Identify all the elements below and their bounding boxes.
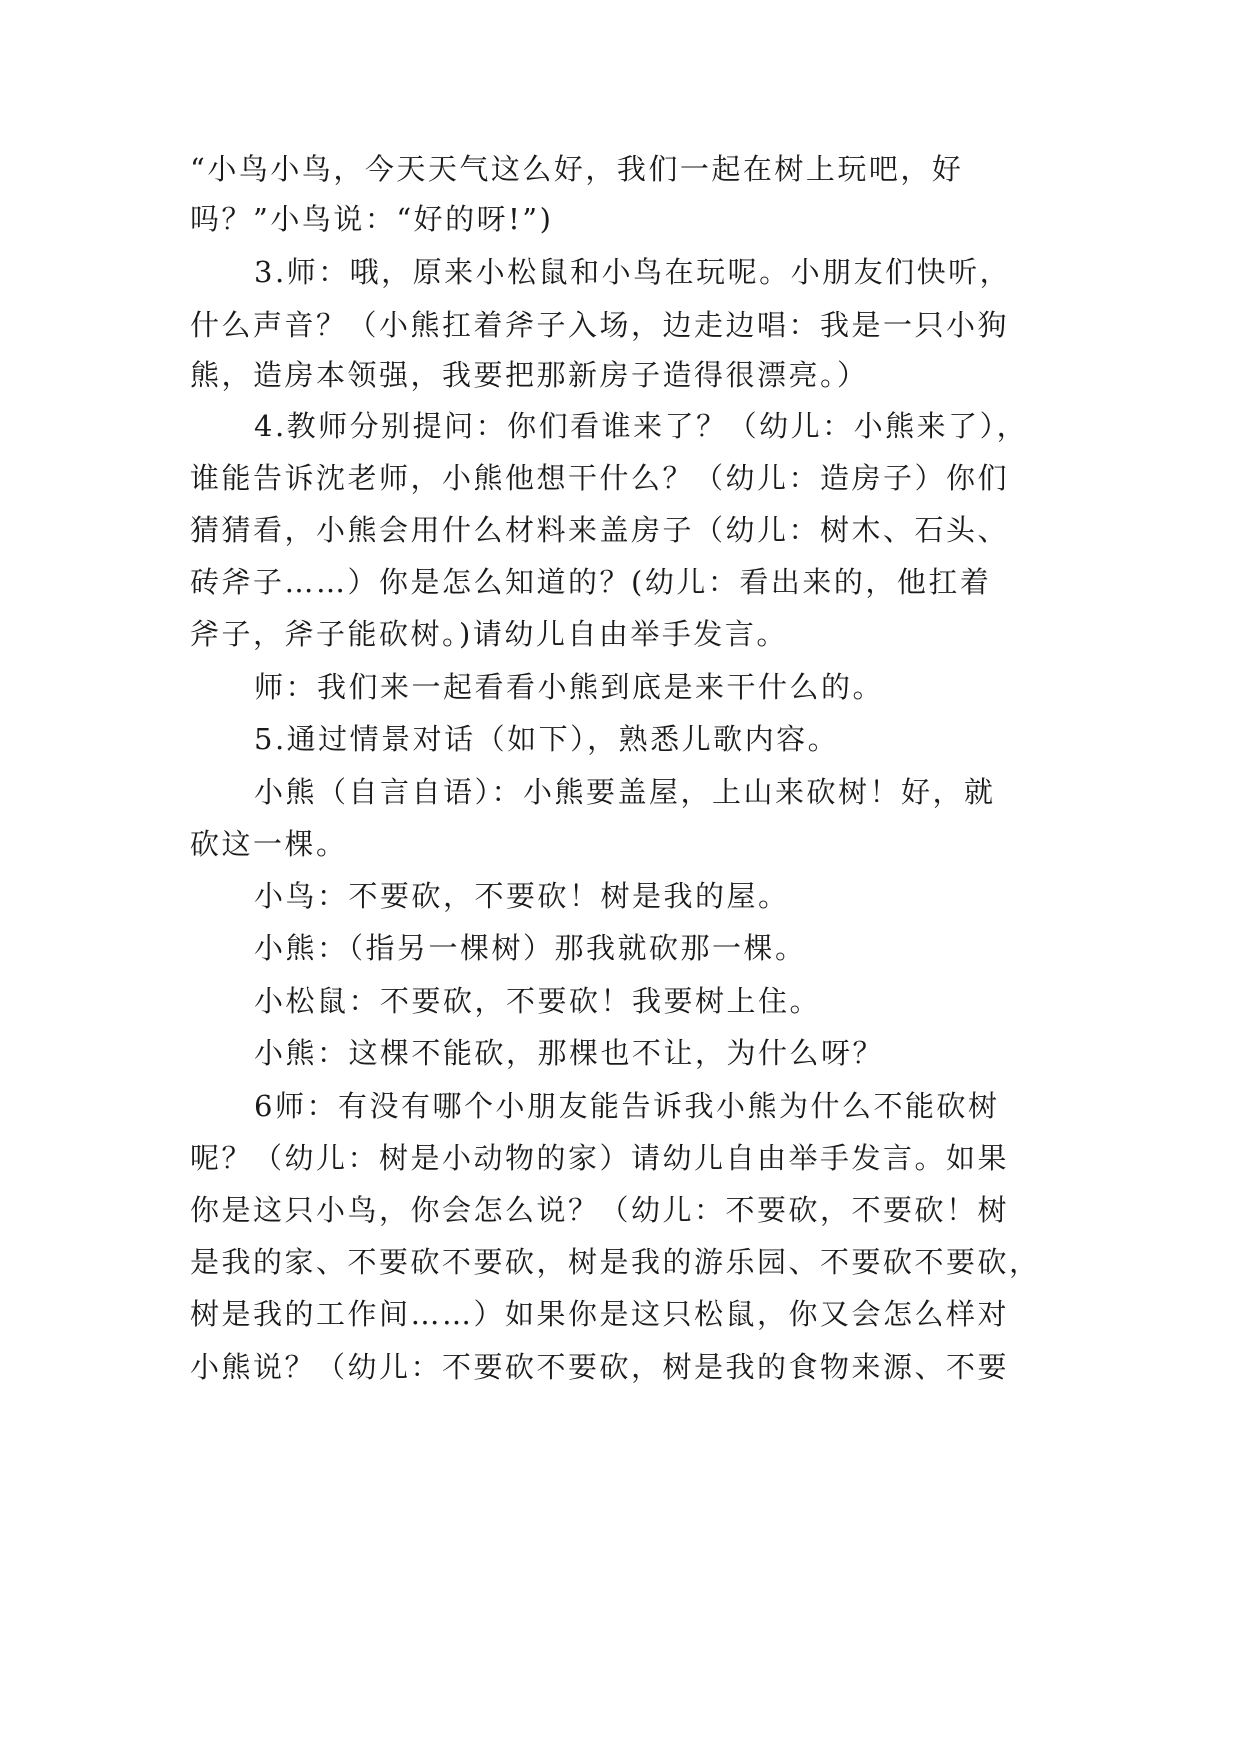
paragraph-start: 小松鼠：不要砍，不要砍！我要树上住。 (254, 984, 822, 1018)
text-line: “小鸟小鸟，今天天气这么好，我们一起在树上玩吧，好 (190, 152, 964, 186)
text-line: 小熊说？（幼儿：不要砍不要砍，树是我的食物来源、不要 (190, 1350, 1010, 1384)
paragraph-start: 师：我们来一起看看小熊到底是来干什么的。 (254, 670, 885, 704)
paragraph-start: 小鸟：不要砍，不要砍！树是我的屋。 (254, 879, 790, 913)
text-line: 呢？（幼儿：树是小动物的家）请幼儿自由举手发言。如果 (190, 1141, 1010, 1175)
paragraph-start: 6师：有没有哪个小朋友能告诉我小熊为什么不能砍树 (254, 1089, 1000, 1123)
paragraph-start: 小熊：（指另一棵树）那我就砍那一棵。 (254, 931, 807, 965)
text-line: 砖斧子……）你是怎么知道的？(幼儿：看出来的，他扛着 (190, 565, 992, 599)
paragraph-start: 5.通过情景对话（如下），熟悉儿歌内容。 (254, 722, 840, 756)
text-line: 你是这只小鸟，你会怎么说？（幼儿：不要砍，不要砍！树 (190, 1193, 1010, 1227)
text-line: 吗？”小鸟说：“好的呀!”) (190, 202, 554, 236)
text-line: 是我的家、不要砍不要砍，树是我的游乐园、不要砍不要砍， (190, 1245, 1041, 1279)
text-line: 熊，造房本领强，我要把那新房子造得很漂亮。） (190, 358, 869, 392)
text-line: 斧子，斧子能砍树。)请幼儿自由举手发言。 (190, 617, 788, 651)
paragraph-start: 4.教师分别提问：你们看谁来了？（幼儿：小熊来了）， (254, 409, 1029, 443)
paragraph-start: 小熊（自言自语）：小熊要盖屋，上山来砍树！好，就 (254, 775, 996, 809)
text-line: 谁能告诉沈老师，小熊他想干什么？（幼儿：造房子）你们 (190, 461, 1010, 495)
text-line: 砍这一棵。 (190, 827, 348, 861)
text-line: 猜猜看，小熊会用什么材料来盖房子（幼儿：树木、石头、 (190, 513, 1010, 547)
paragraph-start: 小熊：这棵不能砍，那棵也不让，为什么呀？ (254, 1036, 885, 1070)
text-line: 什么声音？（小熊扛着斧子入场，边走边唱：我是一只小狗 (190, 308, 1010, 342)
text-line: 树是我的工作间……）如果你是这只松鼠，你又会怎么样对 (190, 1297, 1010, 1331)
paragraph-start: 3.师：哦，原来小松鼠和小鸟在玩呢。小朋友们快听， (254, 255, 1012, 289)
